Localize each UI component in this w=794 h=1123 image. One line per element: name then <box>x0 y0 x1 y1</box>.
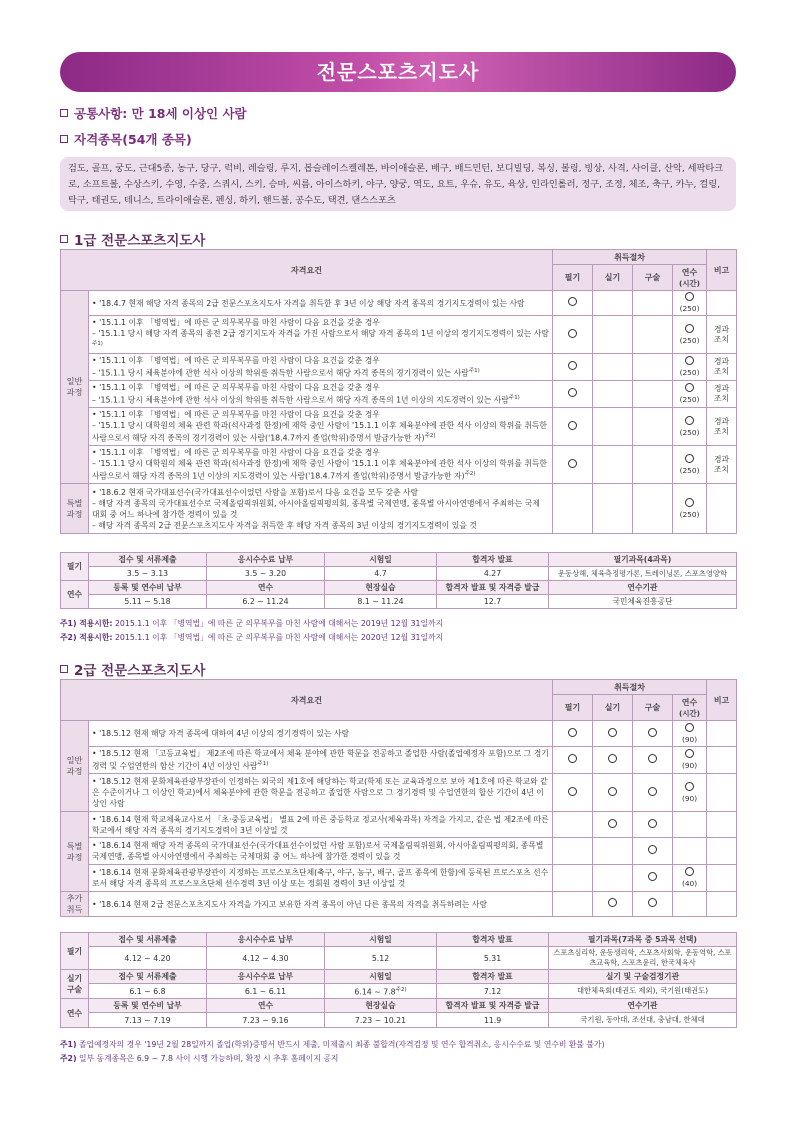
sports-heading <box>60 130 192 148</box>
circle-mark-icon <box>608 898 617 907</box>
circle-mark-icon <box>568 728 577 737</box>
circle-mark-icon <box>685 867 694 876</box>
circle-mark-icon <box>568 459 577 468</box>
circle-mark-icon <box>568 754 577 763</box>
circle-mark-icon <box>568 388 577 397</box>
sports-list: 검도, 골프, 궁도, 근대5종, 농구, 당구, 럭비, 레슬링, 루지, 봅슬레이스켈레톤, 바이애슬론, 배구, 배드민턴, 보디빌딩, 복싱, 볼링, 빙상, 사격, 사이클, 산악, 세팍타크로, 소프트볼, 수상스키, 수영, 수중, 스쿼시, 스키, 승마, 씨름, 아이스하키, 야구, 양궁, 역도, 요트, 우슈, 유도, 육상, 인라인롤러, 정구, 조정, 체조, 축구, 카누, 컬링, 탁구, 태권도, 테니스, 트라이애슬론, 펜싱, 하키, 핸드볼, 공수도, 택견, 댄스스포츠 <box>60 157 736 211</box>
table-row: • '18.6.14 현재 문화체육관광부장관이 지정하는 프로스포츠단체(축구, 야구, 농구, 배구, 골프 종목에 한함)에 등록된 프로스포츠 선수로서 해당 자격 종목의 프로스포츠단체 선수경력 3년 이상 또는 정회원 경력이 3년 이상일 것 <box>89 865 553 892</box>
circle-mark-icon <box>568 421 577 430</box>
circle-mark-icon <box>568 329 577 338</box>
square-bullet-icon <box>60 665 68 673</box>
oral-header: 구술 <box>633 265 673 291</box>
page-title: 전문스포츠지도사 <box>60 52 736 92</box>
sports-heading-text: 자격종목(54개 종목) <box>74 132 192 147</box>
grade2-schedule-table: 필기 접수 및 서류제출 응시수수료 납부 시험일 합격자 발표 필기과목(7과목 중 5과목 선택) 4.12 ~ 4.20 4.12 ~ 4.30 5.12 5.31 스포츠심리학, 운동생리학, 스포츠사회학, 운동역학, 스포츠교육학, 스포츠윤리, 한국체육사 실기 구술 접수 및 서류제출 응시수수료 납부 시험일 합격자 발표 실기 및 구술검정기관 6.1 ~ 6.8 6.1 ~ 6.11 6.14 ~ $7.8^{주2)}$ 7.12 대한체육회(태권도 제외), 국기원(태권도) 연수 등록 및 연수비 납부 연수 현장실습 합격자 발표 및 자격증 발급 연수기관 7.13 ~ 7.19 7.23 ~ 9.16 7.23 ~ 10.21 11.9 국기원, 동아대, 조선대, 충남대, 한체대 <box>60 932 737 1028</box>
grade2-requirements-table: 자격요건 취득절차 비고 필기 실기 구술 연수 (시간) 일반 과정 • '18.5.12 현재 해당 자격 종목에 대하여 4년 이상의 경기경력이 있는 사람 (90) • '18.5.12 현재 「고등교육법」 제2조에 따른 학교에서 체육 분야에 관한 학문을 전공하고 졸업한 사람(졸업예정자 포함)으로 그 경기경력 및 수업연한의 합산 기간이 4년 이상인 사람$^{주1)}$ (90) • '18.5.12 현재 문화체육관광부장관이 인정하는 외국의 제1호에 해당하는 학교(학제 또는 교육과정으로 보아 제1호에 따른 학교와 같은 수준이거나 그 이상인 학교)에서 체육분야에 관한 학문을 전공하고 졸업한 사람으로 그 경기경력 및 수업연한의 합산 기간이 4년 이상인 사람 (90) 특별 과정 • '18.6.14 현재 학교체육교사로서 「초·중등교육법」 별표 2에 따른 중등학교 정교사(체육과목) 자격을 가지고, 같은 법 제2조에 따른 학교에서 해당 자격 종목의 경기지도경력이 3년 이상일 것 • '18.6.14 현재 해당 자격 종목의 국가대표선수(국가대표선수이었던 사람 포함)로서 국제올림픽위원회, 아시아올림픽평의회, 종목별 국제연맹, 종목별 아시아연맹에서 주최하는 국제대회 중 어느 하나에 참가한 경력이 있을 것 • '18.6.14 현재 문화체육관광부장관이 지정하는 프로스포츠단체(축구, 야구, 농구, 배구, 골프 종목에 한함)에 등록된 프로스포츠 선수로서 해당 자격 종목의 프로스포츠단체 선수경력 3년 이상 또는 정회원 경력이 3년 이상일 것 (40) 추가 취득 • '18.6.14 현재 2급 전문스포츠지도사 자격을 가지고 보유한 자격 종목이 아닌 다른 종목의 자격을 취득하려는 사람 <box>60 679 737 917</box>
circle-mark-icon <box>648 728 657 737</box>
grade1-note-1: 주1) 적용시한: 2015.1.1 이후 「병역법」에 따른 군 의무복무를 마친 사람에 대해서는 2019년 12월 31일까지 <box>60 619 444 628</box>
circle-mark-icon <box>685 782 694 791</box>
table-row: • '18.6.14 현재 학교체육교사로서 「초·중등교육법」 별표 2에 따른 중등학교 정교사(체육과목) 자격을 가지고, 같은 법 제2조에 따른 학교에서 해당 자격 종목의 경기지도경력이 3년 이상일 것 <box>89 812 553 838</box>
common-requirement-heading <box>60 104 247 122</box>
grade2-heading <box>60 659 205 679</box>
table-row: • '18.6.14 현재 해당 자격 종목의 국가대표선수(국가대표선수이었던 사람 포함)로서 국제올림픽위원회, 아시아올림픽평의회, 종목별 국제연맹, 종목별 아시아연맹에서 주최하는 국제대회 중 어느 하나에 참가한 경력이 있을 것 <box>89 838 553 865</box>
special-course-label: 특별 과정 <box>61 812 89 892</box>
exam-label: 필기 <box>61 553 89 581</box>
circle-mark-icon <box>685 416 694 425</box>
square-bullet-icon <box>60 135 68 143</box>
circle-mark-icon <box>685 356 694 365</box>
grade2-heading-text: 2급 전문스포츠지도사 <box>74 663 206 679</box>
table-row: • '18.6.2 현재 국가대표선수(국가대표선수이었던 사람을 포함)로서 다음 요건을 모두 갖춘 사람 – 해당 자격 종목의 국가대표선수로 국제올림픽위원회, 아시아올림픽평의회, 종목별 국제연맹, 종목별 아시아연맹에서 주최하는 국제 대회 중 어느 하나에 참가한 경력이 있을 것 – 해당 자격 종목의 2급 전문스포츠지도사 자격을 취득한 후 해당 자격 종목의 3년 이상의 경기지도경력이 있을 것 <box>89 484 553 534</box>
circle-mark-icon <box>608 728 617 737</box>
additional-acquisition-label: 추가 취득 <box>61 892 89 917</box>
special-course-label: 특별 과정 <box>61 484 89 534</box>
circle-mark-icon <box>568 787 577 796</box>
grade1-schedule-table: 필기 접수 및 서류제출 응시수수료 납부 시험일 합격자 발표 필기과목(4과목) 3.5 ~ 3.13 3.5 ~ 3.20 4.7 4.27 운동상해, 체육측정평가론, 트레이닝론, 스포츠영양학 연수 등록 및 연수비 납부 연수 현장실습 합격자 발표 및 자격증 발급 연수기관 5.11 ~ 5.18 6.2 ~ 11.24 8.1 ~ 11.24 12.7 국민체육진흥공단 <box>60 552 737 609</box>
circle-mark-icon <box>685 723 694 732</box>
grade1-heading-text: 1급 전문스포츠지도사 <box>74 233 206 249</box>
circle-mark-icon <box>568 361 577 370</box>
practical-header: 실기 <box>593 265 633 291</box>
circle-mark-icon <box>648 898 657 907</box>
circle-mark-icon <box>608 754 617 763</box>
circle-mark-icon <box>648 754 657 763</box>
requirements-header: 자격요건 <box>61 250 553 291</box>
table-row: • '15.1.1 이후 「병역법」에 따른 군 의무복무를 마친 사람이 다음 요건을 갖춘 경우 – '15.1.1 당시 대학원의 체육 관련 학과(석사과정 한정)에 재학 중인 사람이 '15.1.1 이후 체육분야에 관한 석사 이상의 학위를 취득한 사람으로서 해당 자격 종목의 경기경력이 있는 사람('18.4.7까지 졸업(학위)증명서 발급가능한 자)$^{주2)}$ <box>89 408 553 446</box>
circle-mark-icon <box>648 845 657 854</box>
circle-mark-icon <box>648 872 657 881</box>
table-row: • '18.5.12 현재 「고등교육법」 제2조에 따른 학교에서 체육 분야에 관한 학문을 전공하고 졸업한 사람(졸업예정자 포함)으로 그 경기경력 및 수업연한의 합산 기간이 4년 이상인 사람$^{주1)}$ <box>89 747 553 774</box>
practical-oral-label: 실기 구술 <box>61 970 89 999</box>
remarks-header: 비고 <box>707 250 737 291</box>
table-row: • '15.1.1 이후 「병역법」에 따른 군 의무복무를 마친 사람이 다음 요건을 갖춘 경우 – '15.1.1 당시 대학원의 체육 관련 학과(석사과정 한정)에 재학 중인 사람이 '15.1.1 이후 체육분야에 관한 석사 이상의 학위를 취득한 사람으로서 해당 자격 종목의 1년 이상의 지도경력이 있는 사람('18.4.7까지 졸업(학위)증명서 발급가능한 자)$^{주2)}$ <box>89 446 553 484</box>
table-row: • '15.1.1 이후 「병역법」에 따른 군 의무복무를 마친 사람이 다음 요건을 갖춘 경우 – '15.1.1 당시 체육분야에 관한 석사 이상의 학위를 취득한 사람으로서 해당 자격 종목의 경기경력이 있는 사람$^{주1)}$ <box>89 354 553 381</box>
table-row: • '18.5.12 현재 문화체육관광부장관이 인정하는 외국의 제1호에 해당하는 학교(학제 또는 교육과정으로 보아 제1호에 따른 학교와 같은 수준이거나 그 이상인 학교)에서 체육분야에 관한 학문을 전공하고 졸업한 사람으로 그 경기경력 및 수업연한의 합산 기간이 4년 이상인 사람 <box>89 774 553 812</box>
general-course-label: 일반 과정 <box>61 721 89 812</box>
common-requirement-text: 공통사항: 만 18세 이상인 사람 <box>74 106 247 121</box>
table-row: • '18.5.12 현재 해당 자격 종목에 대하여 4년 이상의 경기경력이 있는 사람 <box>89 721 553 747</box>
circle-mark-icon <box>568 297 577 306</box>
exam-label: 필기 <box>61 933 89 970</box>
square-bullet-icon <box>60 235 68 243</box>
table-row: • '18.4.7 현재 해당 자격 종목의 2급 전문스포츠지도사 자격을 취득한 후 3년 이상 해당 자격 종목의 경기지도경력이 있는 사람 <box>89 291 553 316</box>
circle-mark-icon <box>648 787 657 796</box>
circle-mark-icon <box>608 819 617 828</box>
circle-mark-icon <box>685 324 694 333</box>
circle-mark-icon <box>685 292 694 301</box>
general-course-label: 일반 과정 <box>61 291 89 484</box>
table-row: • '15.1.1 이후 「병역법」에 따른 군 의무복무를 마친 사람이 다음 요건을 갖춘 경우 – '15.1.1 당시 해당 자격 종목의 종전 2급 경기지도자 자격을 가진 사람으로서 해당 자격 종목의 1년 이상의 경기지도경력이 있는 사람$^{주1)}$ <box>89 316 553 354</box>
square-bullet-icon <box>60 109 68 117</box>
training-label: 연수 <box>61 581 89 609</box>
training-label: 연수 <box>61 999 89 1028</box>
table-row: • '15.1.1 이후 「병역법」에 따른 군 의무복무를 마친 사람이 다음 요건을 갖춘 경우 – '15.1.1 당시 체육분야에 관한 석사 이상의 학위를 취득한 사람으로서 해당 자격 종목의 1년 이상의 지도경력이 있는 사람$^{주1)}$ <box>89 381 553 408</box>
circle-mark-icon <box>608 787 617 796</box>
circle-mark-icon <box>685 749 694 758</box>
procedure-header: 취득절차 <box>553 250 707 265</box>
circle-mark-icon <box>685 454 694 463</box>
grade1-note-2: 주2) 적용시한: 2015.1.1 이후 「병역법」에 따른 군 의무복무를 마친 사람에 대해서는 2020년 12월 31일까지 <box>60 633 444 642</box>
circle-mark-icon <box>685 383 694 392</box>
grade2-note-1: 주1) 졸업예정자의 경우 '19년 2월 28일까지 졸업(학위)증명서 반드시 제출, 미제출시 최종 불합격(자격검정 및 연수 합격취소, 응시수수료 및 연수비 환불 불가) <box>60 1040 605 1049</box>
circle-mark-icon <box>685 498 694 507</box>
training-header: 연수 (시간) <box>673 265 707 291</box>
grade2-note-2: 주2) 일부 동계종목은 6.9 ~ 7.8 사이 시행 가능하며, 확정 시 추후 홈페이지 공지 <box>60 1054 339 1063</box>
table-row: • '18.6.14 현재 2급 전문스포츠지도사 자격을 가지고 보유한 자격 종목이 아닌 다른 종목의 자격을 취득하려는 사람 <box>89 892 553 917</box>
circle-mark-icon <box>648 819 657 828</box>
grade1-heading <box>60 229 205 249</box>
written-header: 필기 <box>553 265 593 291</box>
grade1-requirements-table: 자격요건 취득절차 비고 필기 실기 구술 연수 (시간) 일반 과정 • '18.4.7 현재 해당 자격 종목의 2급 전문스포츠지도사 자격을 취득한 후 3년 이상 해당 자격 종목의 경기지도경력이 있는 사람 (250) • '15.1.1 이후 「병역법」에 따른 군 의무복무를 마친 사람이 다음 요건을 갖춘 경우 – '15.1.1 당시 해당 자격 종목의 종전 2급 경기지도자 자격을 가진 사람으로서 해당 자격 종목의 1년 이상의 경기지도경력이 있는 사람$^{주1)}$ (250) 경과 조치 • '15.1.1 이후 「병역법」에 따른 군 의무복무를 마친 사람이 다음 요건을 갖춘 경우 – '15.1.1 당시 체육분야에 관한 석사 이상의 학위를 취득한 사람으로서 해당 자격 종목의 경기경력이 있는 사람$^{주1)}$ (250) 경과 조치 • '15.1.1 이후 「병역법」에 따른 군 의무복무를 마친 사람이 다음 요건을 갖춘 경우 – '15.1.1 당시 체육분야에 관한 석사 이상의 학위를 취득한 사람으로서 해당 자격 종목의 1년 이상의 지도경력이 있는 사람$^{주1)}$ (250) 경과 조치 • '15.1.1 이후 「병역법」에 따른 군 의무복무를 마친 사람이 다음 요건을 갖춘 경우 – '15.1.1 당시 대학원의 체육 관련 학과(석사과정 한정)에 재학 중인 사람이 '15.1.1 이후 체육분야에 관한 석사 이상의 학위를 취득한 사람으로서 해당 자격 종목의 경기경력이 있는 사람('18.4.7까지 졸업(학위)증명서 발급가능한 자)$^{주2)}$ (250) 경과 조치 • '15.1.1 이후 「병역법」에 따른 군 의무복무를 마친 사람이 다음 요건을 갖춘 경우 – '15.1.1 당시 대학원의 체육 관련 학과(석사과정 한정)에 재학 중인 사람이 '15.1.1 이후 체육분야에 관한 석사 이상의 학위를 취득한 사람으로서 해당 자격 종목의 1년 이상의 지도경력이 있는 사람('18.4.7까지 졸업(학위)증명서 발급가능한 자)$^{주2)}$ (250) 경과 조치 특별 과정 • '18.6.2 현재 국가대표선수(국가대표선수이었던 사람을 포함)로서 다음 요건을 모두 갖춘 사람 – 해당 자격 종목의 국가대표선수로 국제올림픽위원회, 아시아올림픽평의회, 종목별 국제연맹, 종목별 아시아연맹에서 주최하는 국제 대회 중 어느 하나에 참가한 경력이 있을 것 – 해당 자격 종목의 2급 전문스포츠지도사 자격을 취득한 후 해당 자격 종목의 3년 이상의 경기지도경력이 있을 것 (250) <box>60 249 737 534</box>
